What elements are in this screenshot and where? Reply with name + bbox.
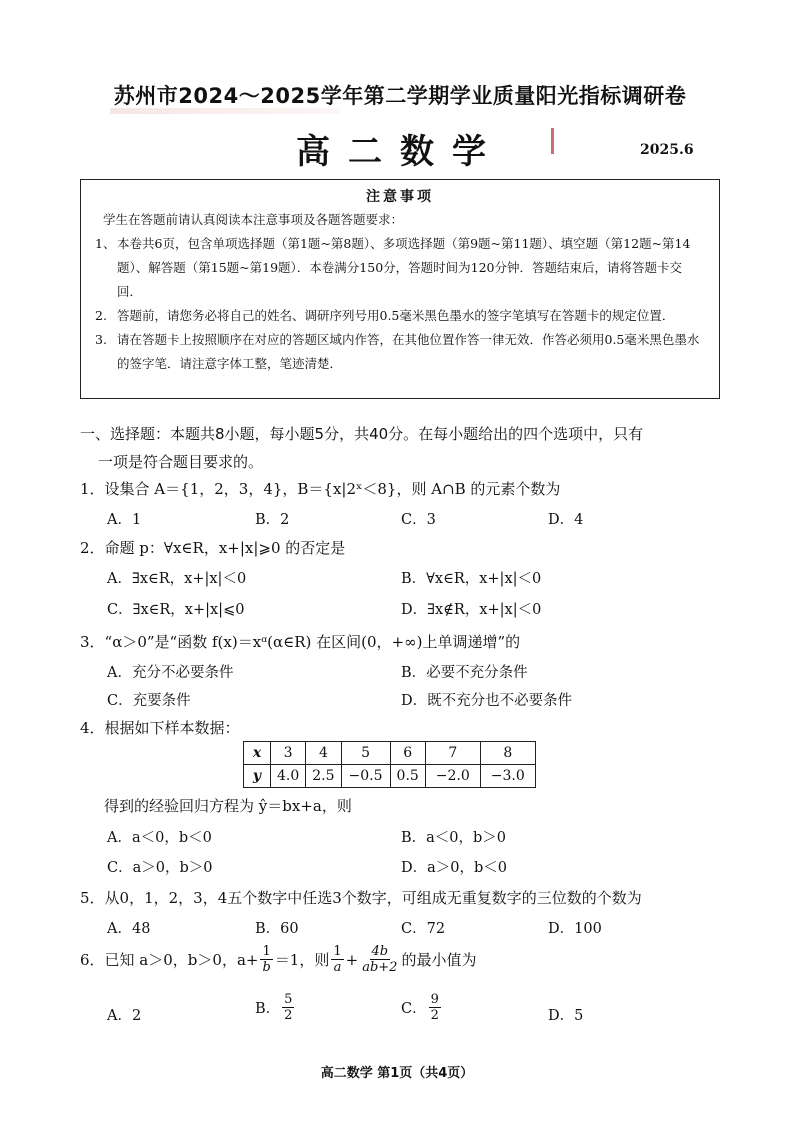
question-6-stem-post: 的最小值为 (401, 951, 477, 969)
question-4-option-d: D．a＞0，b＜0 (401, 860, 508, 876)
fraction-5-over-2 (282, 992, 294, 1023)
red-ink-mark (551, 128, 554, 154)
table-cell: 2.5 (306, 765, 341, 788)
table-cell: 4.0 (271, 765, 306, 788)
question-6-stem-pre: 6．已知 a＞0，b＞0，a+ (80, 951, 259, 969)
exam-header-title: 苏州市2024～2025学年第二学期学业质量阳光指标调研卷 (113, 84, 687, 108)
table-cell: 7 (425, 742, 480, 765)
option-label: B． (255, 1001, 281, 1017)
notice-item (95, 328, 705, 376)
question-6-option-a: A．2 (107, 1008, 142, 1024)
question-5-option-b: B．60 (255, 921, 299, 937)
table-cell: 0.5 (390, 765, 425, 788)
fraction-9-over-2 (429, 992, 441, 1023)
question-2-option-d: D．∃x∉R，x+|x|＜0 (401, 602, 542, 618)
question-2-stem: 2．命题 p：∀x∈R，x+|x|⩾0 的否定是 (80, 539, 346, 557)
table-cell: 3 (271, 742, 306, 765)
fraction-4b-over-ab2 (360, 944, 399, 975)
fraction-denominator: ab+2 (362, 960, 398, 975)
question-3-option-a: A．充分不必要条件 (107, 665, 234, 681)
table-row (244, 765, 536, 788)
question-2-option-c: C．∃x∈R，x+|x|⩽0 (107, 602, 245, 618)
fraction-numerator: 5 (284, 992, 293, 1007)
question-4-regression-text: 得到的经验回归方程为 ŷ＝bx+a，则 (104, 797, 352, 815)
question-6-stem (80, 944, 740, 975)
question-5-option-d: D．100 (548, 921, 602, 937)
question-3-option-d: D．既不充分也不必要条件 (401, 693, 573, 709)
page-footer: 高二数学 第1页（共4页） (320, 1066, 474, 1081)
question-4-option-b: B．a＜0，b＞0 (401, 830, 507, 846)
plus-sign: + (345, 950, 359, 969)
notice-title: 注意事项 (366, 189, 434, 205)
question-3-option-c: C．充要条件 (107, 693, 191, 709)
table-cell: 6 (390, 742, 425, 765)
subject-title: 高二数学 (296, 132, 504, 172)
question-2-option-b: B．∀x∈R，x+|x|＜0 (401, 571, 542, 587)
table-cell: −0.5 (341, 765, 390, 788)
notice-item-number: 1、 (95, 236, 116, 251)
table-header-y: y (244, 765, 271, 788)
fraction-denominator: 2 (430, 1008, 439, 1023)
table-header-x: x (244, 742, 271, 765)
question-5-option-a: A．48 (107, 921, 151, 937)
fraction-1-over-a (331, 944, 343, 975)
table-row (244, 742, 536, 765)
notice-item-number: 2. (95, 308, 107, 323)
question-3-stem: 3．“α＞0”是“函数 f(x)＝xᵅ(α∈R) 在区间(0，+∞)上单调递增”的 (80, 633, 521, 651)
sample-data-table (243, 741, 536, 788)
fraction-numerator: 1 (333, 944, 342, 959)
fraction-numerator: 4b (371, 944, 389, 959)
fraction-denominator: a (333, 960, 342, 975)
question-1-option-d: D．4 (548, 512, 584, 528)
question-5-option-c: C．72 (401, 921, 446, 937)
fraction-numerator: 1 (262, 944, 271, 959)
section-heading-line1: 一、选择题：本题共8小题，每小题5分，共40分。在每小题给出的四个选项中，只有 (80, 425, 644, 443)
question-1-option-b: B．2 (255, 512, 290, 528)
notice-item (95, 304, 705, 328)
question-2-option-a: A．∃x∈R，x+|x|＜0 (107, 571, 247, 587)
fraction-numerator: 9 (430, 992, 439, 1007)
notice-item-number: 3. (95, 332, 107, 347)
question-4-option-c: C．a＞0，b＞0 (107, 860, 213, 876)
question-3-option-b: B．必要不充分条件 (401, 665, 528, 681)
section-heading-line2: 一项是符合题目要求的。 (98, 453, 264, 471)
table-cell: 5 (341, 742, 390, 765)
question-1-option-a: A．1 (107, 512, 142, 528)
question-6-option-b (255, 992, 296, 1023)
option-label: C． (401, 1001, 427, 1017)
table-cell: 8 (480, 742, 535, 765)
notice-item (95, 232, 705, 304)
question-5-stem: 5．从0，1，2，3，4五个数字中任选3个数字，可组成无重复数字的三位数的个数为 (80, 889, 642, 907)
notice-item-text: 答题前，请您务必将自己的姓名、调研序列号用0.5毫米黑色墨水的签字笔填写在答题卡的规定位置． (117, 308, 675, 323)
table-cell: 4 (306, 742, 341, 765)
question-4-stem: 4．根据如下样本数据： (80, 719, 240, 737)
question-1-stem: 1．设集合 A＝{1，2，3，4}，B＝{x|2ˣ＜8}，则 A∩B 的元素个数为 (80, 480, 561, 498)
fraction-denominator: 2 (284, 1008, 293, 1023)
notice-item-text: 请在答题卡上按照顺序在对应的答题区域内作答，在其他位置作答一律无效．作答必须用0.5毫米黑色墨水的签字笔．请注意字体工整，笔迹清楚． (117, 332, 700, 371)
notice-intro: 学生在答题前请认真阅读本注意事项及各题答题要求： (103, 212, 404, 227)
question-6-stem-mid: ＝1，则 (274, 951, 330, 969)
notice-item-text: 本卷共6页，包含单项选择题（第1题~第8题）、多项选择题（第9题~第11题）、填空题（第12题~第14题）、解答题（第15题~第19题）．本卷满分150分，答题时间为120分钟．答题结束后，请将答题卡交回． (117, 236, 691, 299)
fraction-denominator: b (262, 960, 271, 975)
fraction-1-over-b (260, 944, 272, 975)
table-cell: −2.0 (425, 765, 480, 788)
exam-date: 2025.6 (640, 142, 694, 158)
table-cell: −3.0 (480, 765, 535, 788)
question-4-option-a: A．a＜0，b＜0 (107, 830, 212, 846)
question-1-option-c: C．3 (401, 512, 436, 528)
question-6-option-c (401, 992, 443, 1023)
question-6-option-d: D．5 (548, 1008, 584, 1024)
section-heading (80, 420, 730, 476)
notice-box (80, 179, 720, 399)
